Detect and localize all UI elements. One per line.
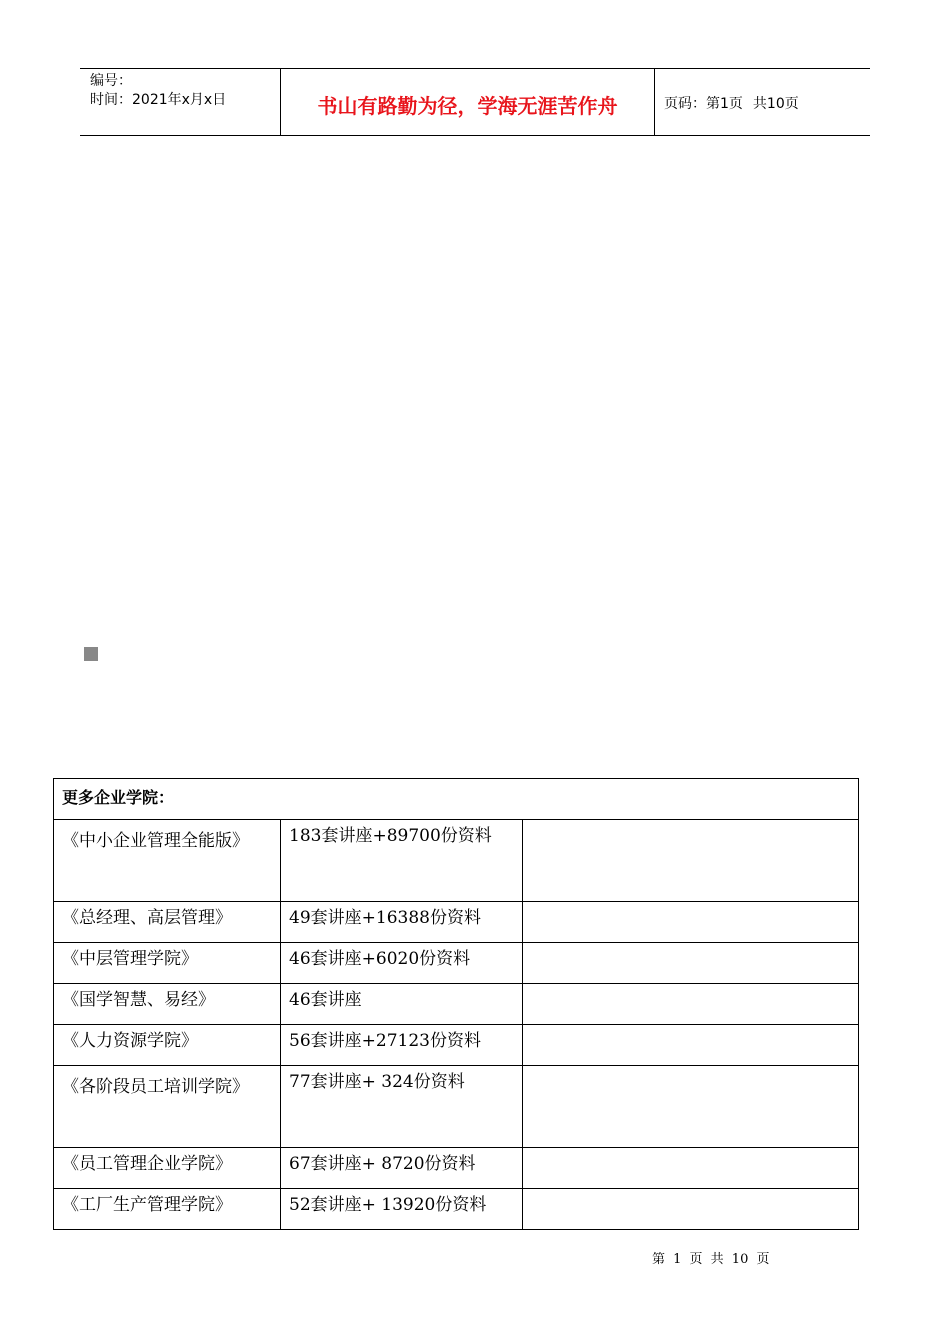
page-label: 页码：第1页 xyxy=(664,96,743,112)
course-detail-cell: 183套讲座+89700份资料 xyxy=(281,820,523,902)
course-extra-cell xyxy=(523,1189,859,1230)
grey-square-marker xyxy=(84,647,98,661)
table-row xyxy=(54,1025,859,1066)
page-header xyxy=(80,68,870,136)
table-row xyxy=(54,902,859,943)
course-name-cell: 《中层管理学院》 xyxy=(54,943,281,984)
course-name-cell: 《中小企业管理全能版》 xyxy=(54,820,281,902)
course-name-cell: 《国学智慧、易经》 xyxy=(54,984,281,1025)
total-label: 共10页 xyxy=(752,96,799,112)
course-name-cell: 《各阶段员工培训学院》 xyxy=(54,1066,281,1148)
table-row xyxy=(54,984,859,1025)
header-motto-cell xyxy=(281,69,655,135)
table-row xyxy=(54,820,859,902)
course-detail-cell: 49套讲座+16388份资料 xyxy=(281,902,523,943)
course-name-cell: 《总经理、高层管理》 xyxy=(54,902,281,943)
header-page-cell xyxy=(655,69,870,135)
table-title-row xyxy=(54,779,859,820)
table-row xyxy=(54,1189,859,1230)
course-name-cell: 《员工管理企业学院》 xyxy=(54,1148,281,1189)
course-table xyxy=(53,778,859,1230)
course-extra-cell xyxy=(523,1148,859,1189)
course-extra-cell xyxy=(523,820,859,902)
page-footer: 第 1 页 共 10 页 xyxy=(652,1252,770,1267)
course-detail-cell: 46套讲座+6020份资料 xyxy=(281,943,523,984)
course-name-cell: 《人力资源学院》 xyxy=(54,1025,281,1066)
course-detail-cell: 67套讲座+ 8720份资料 xyxy=(281,1148,523,1189)
table-row xyxy=(54,943,859,984)
course-extra-cell xyxy=(523,1025,859,1066)
course-extra-cell xyxy=(523,902,859,943)
course-extra-cell xyxy=(523,1066,859,1148)
course-detail-cell: 56套讲座+27123份资料 xyxy=(281,1025,523,1066)
table-row xyxy=(54,1148,859,1189)
course-name-cell: 《工厂生产管理学院》 xyxy=(54,1189,281,1230)
course-detail-cell: 46套讲座 xyxy=(281,984,523,1025)
motto-text: 书山有路勤为径，学海无涯苦作舟 xyxy=(317,93,618,118)
course-detail-cell: 52套讲座+ 13920份资料 xyxy=(281,1189,523,1230)
course-extra-cell xyxy=(523,943,859,984)
time-label: 时间：2021年x月x日 xyxy=(90,92,227,108)
table-title: 更多企业学院： xyxy=(54,779,859,820)
header-info-cell xyxy=(80,69,281,135)
course-detail-cell: 77套讲座+ 324份资料 xyxy=(281,1066,523,1148)
number-label: 编号： xyxy=(90,73,132,89)
table-row xyxy=(54,1066,859,1148)
course-extra-cell xyxy=(523,984,859,1025)
